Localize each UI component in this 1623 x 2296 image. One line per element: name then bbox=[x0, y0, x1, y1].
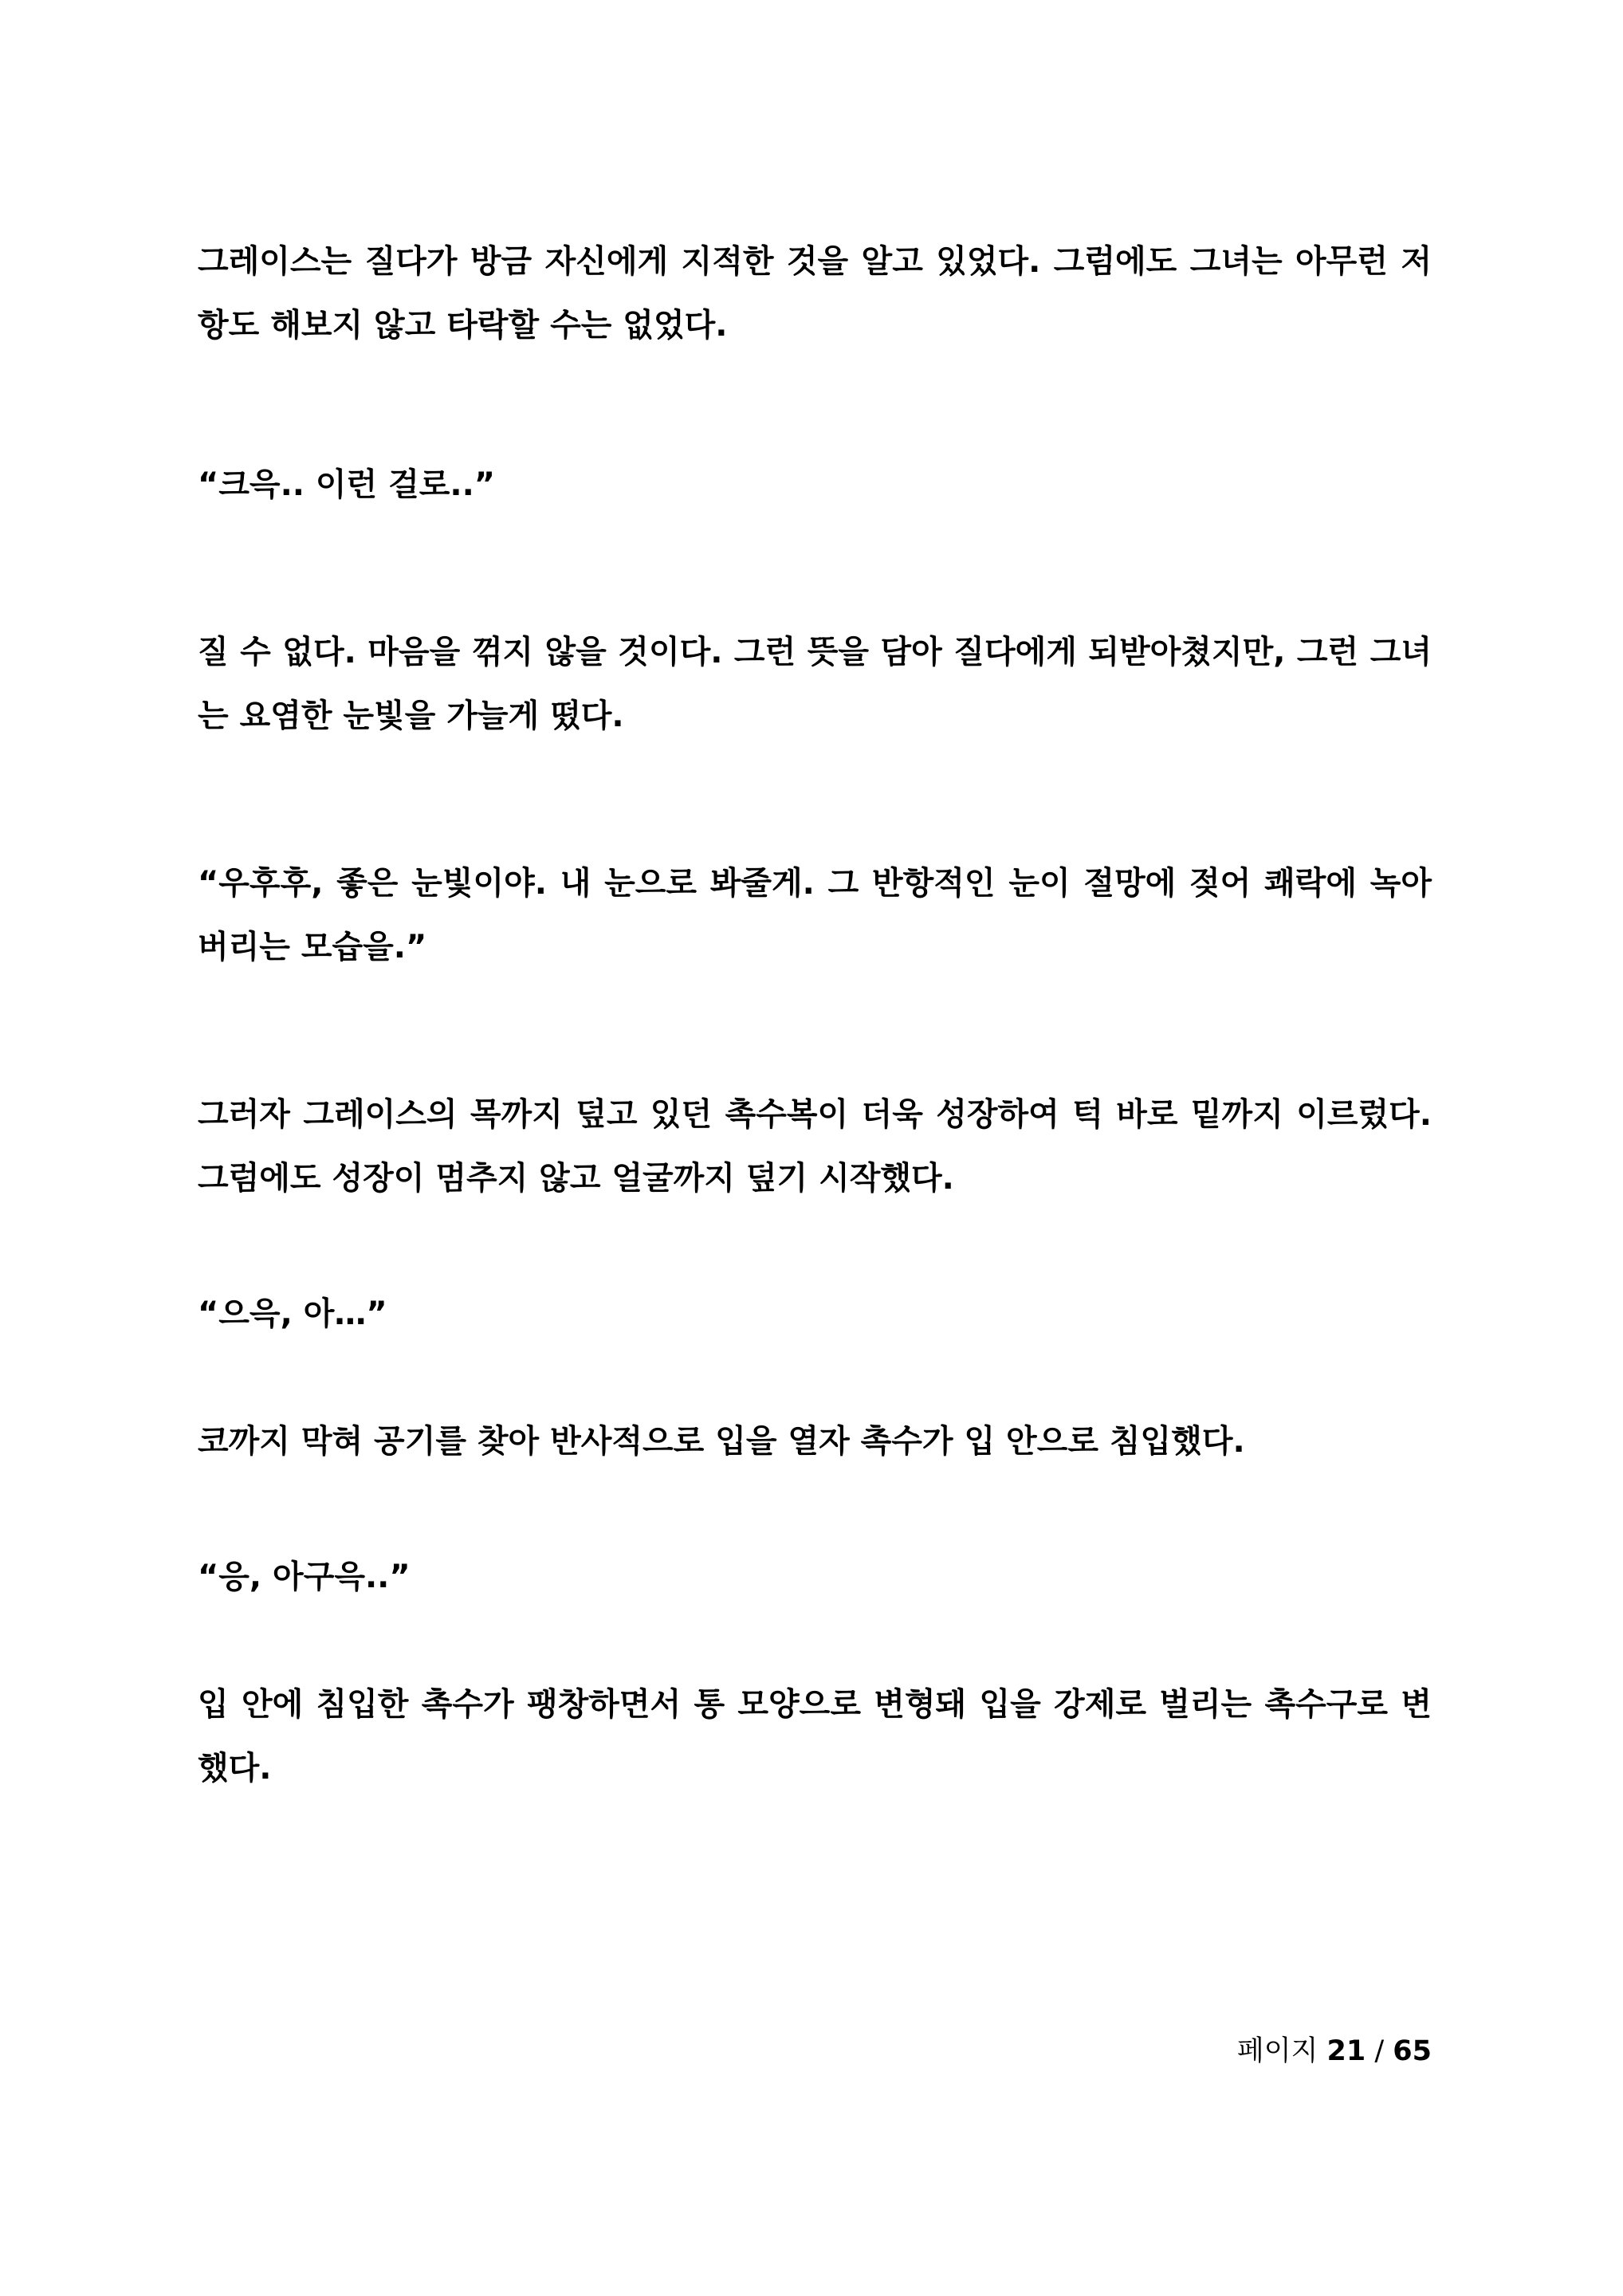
page-number-footer bbox=[1237, 2031, 1432, 2071]
current-page-number: 21 bbox=[1326, 2035, 1366, 2067]
paragraph-6-dialogue: “으윽, 아…” bbox=[198, 1295, 387, 1332]
paragraph-5: 그러자 그레이스의 목까지 덮고 있던 촉수복이 더욱 성장하여 턱 바로 밑까지 이르렀다. 그럼에도 성장이 멈추지 않고 얼굴까지 덮기 시작했다. bbox=[198, 1096, 1432, 1197]
total-page-count: 65 bbox=[1393, 2035, 1432, 2067]
paragraph-2-dialogue: “크윽.. 이런 걸로..” bbox=[198, 466, 496, 503]
page-label: 페이지 bbox=[1236, 2035, 1318, 2067]
paragraph-9: 입 안에 침입한 촉수가 팽창하면서 통 모양으로 변형돼 입을 강제로 벌리는 촉수구로 변했다. bbox=[198, 1686, 1432, 1787]
paragraph-3: 질 수 없다. 마음을 꺾지 않을 것이다. 그런 뜻을 담아 질다에게 되받아쳤지만, 그런 그녀는 요염한 눈빛을 가늘게 떴다. bbox=[198, 634, 1432, 734]
page-separator: / bbox=[1374, 2035, 1385, 2067]
paragraph-8-dialogue: “응, 아구윽..” bbox=[198, 1559, 411, 1595]
paragraph-1: 그레이스는 질다가 방금 자신에게 지적한 것을 알고 있었다. 그럼에도 그녀는 아무런 저항도 해보지 않고 타락할 수는 없었다. bbox=[198, 243, 1432, 344]
paragraph-7: 코까지 막혀 공기를 찾아 반사적으로 입을 열자 촉수가 입 안으로 침입했다. bbox=[198, 1423, 1245, 1460]
paragraph-4-dialogue: “우후후, 좋은 눈빛이야. 내 눈으로 봐줄게. 그 반항적인 눈이 절망에 젖어 쾌락에 녹아버리는 모습을.” bbox=[198, 865, 1432, 965]
